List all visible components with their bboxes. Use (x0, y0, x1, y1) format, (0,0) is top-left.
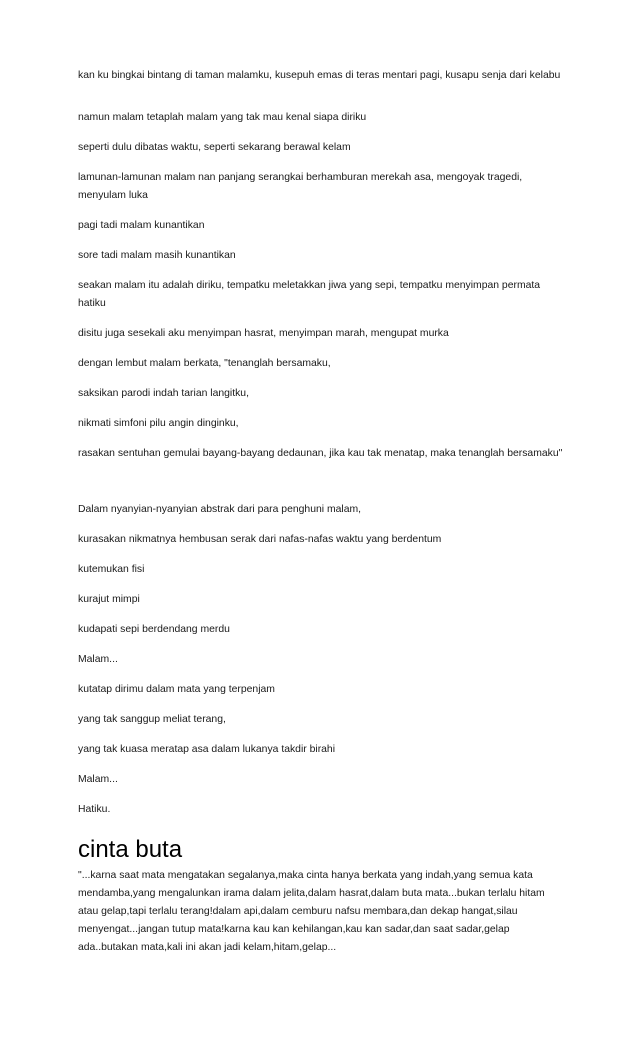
poem-line-22: yang tak sanggup meliat terang, (78, 714, 226, 725)
poem-line-23: yang tak kuasa meratap asa dalam lukanya takdir birahi (78, 744, 336, 755)
poem-line-18: kurajut mimpi (78, 594, 140, 605)
poem-line-21: kutatap dirimu dalam mata yang terpenjam (78, 684, 275, 695)
poem-line-14: rasakan sentuhan gemulai bayang-bayang dedaunan, jika kau tak menatap, maka tenanglah bersamaku" (78, 448, 563, 459)
section-body-line-3: atau gelap,tapi terlalu terang!dalam api,dalam cemburu nafsu membara,dan dekap hangat,silau (78, 906, 518, 917)
poem-line-20: Malam... (78, 654, 118, 665)
poem-line-17: kutemukan fisi (78, 564, 145, 575)
section-body-line-2: mendamba,yang mengalunkan irama dalam jelita,dalam hasrat,dalam buta mata...bukan terlalu hitam (78, 888, 545, 899)
section-title: cinta buta (78, 836, 183, 863)
section-body-line-1: "...karna saat mata mengatakan segalanya,maka cinta hanya berkata yang indah,yang semua kata (78, 870, 533, 881)
poem-line-16: kurasakan nikmatnya hembusan serak dari nafas-nafas waktu yang berdentum (78, 534, 442, 545)
poem-line-1: kan ku bingkai bintang di taman malamku, kusepuh emas di teras mentari pagi, kusapu senja dari kelabu (78, 70, 561, 81)
poem-line-5: menyulam luka (78, 190, 148, 201)
poem-line-2: namun malam tetaplah malam yang tak mau kenal siapa diriku (78, 112, 367, 123)
poem-line-24: Malam... (78, 774, 118, 785)
poem-line-12: saksikan parodi indah tarian langitku, (78, 388, 249, 399)
poem-line-6: pagi tadi malam kunantikan (78, 220, 205, 231)
poem-line-15: Dalam nyanyian-nyanyian abstrak dari para penghuni malam, (78, 504, 362, 515)
poem-line-9: hatiku (78, 298, 106, 309)
poem-line-8: seakan malam itu adalah diriku, tempatku meletakkan jiwa yang sepi, tempatku menyimpan permata (78, 280, 541, 291)
poem-line-25: Hatiku. (78, 804, 111, 815)
poem-line-10: disitu juga sesekali aku menyimpan hasrat, menyimpan marah, mengupat murka (78, 328, 449, 339)
poem-line-3: seperti dulu dibatas waktu, seperti sekarang berawal kelam (78, 142, 351, 153)
poem-line-4: lamunan-lamunan malam nan panjang serangkai berhamburan merekah asa, mengoyak tragedi, (78, 172, 523, 183)
section-body-line-4: menyengat...jangan tutup mata!karna kau kan kehilangan,kau kan sadar,dan saat sadar,gelap (78, 924, 510, 935)
poem-line-11: dengan lembut malam berkata, "tenanglah bersamaku, (78, 358, 331, 369)
poem-line-7: sore tadi malam masih kunantikan (78, 250, 236, 261)
poem-line-13: nikmati simfoni pilu angin dinginku, (78, 418, 239, 429)
section-body-line-5: ada..butakan mata,kali ini akan jadi kelam,hitam,gelap... (78, 942, 337, 953)
poem-line-19: kudapati sepi berdendang merdu (78, 624, 230, 635)
